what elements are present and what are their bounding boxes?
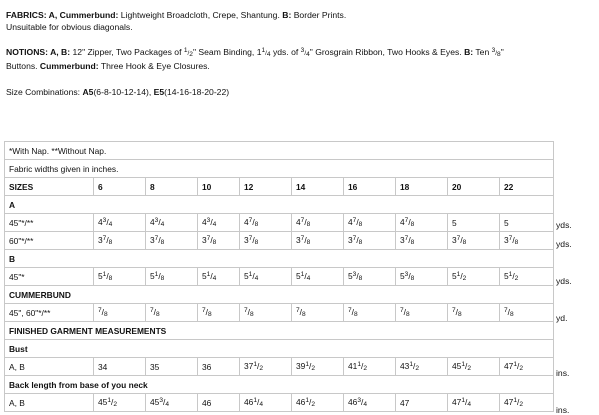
value-cell: $45^1/_2$ xyxy=(94,394,146,412)
section-title-4 xyxy=(5,340,554,358)
value-cell: $^7/_8$ xyxy=(198,304,240,322)
section-title-2-cell: CUMMERBUND xyxy=(5,286,554,304)
size-combo-label: Size Combinations: xyxy=(6,87,81,97)
value-cell: $^7/_8$ xyxy=(292,304,344,322)
sizes-label: SIZES xyxy=(5,178,94,196)
notions-label: NOTIONS: A, B: xyxy=(6,47,71,57)
value-cell: $^7/_8$ xyxy=(94,304,146,322)
value-cell: $4^3/_4$ xyxy=(146,214,198,232)
value-cell: $47^1/_4$ xyxy=(448,394,500,412)
size-header-22: 22 xyxy=(500,178,554,196)
nap-note-row-cell: *With Nap. **Without Nap. xyxy=(5,142,554,160)
value-cell: 36 xyxy=(198,358,240,376)
unit-label: yds. xyxy=(556,220,572,230)
value-cell: $5^1/_2$ xyxy=(448,268,500,286)
value-cell: $3^7/_8$ xyxy=(448,232,500,250)
notions-b-label: B: xyxy=(464,47,474,57)
size-header-14: 14 xyxy=(292,178,344,196)
notions-b-end: " xyxy=(500,47,504,57)
size-header-10: 10 xyxy=(198,178,240,196)
value-cell: $^7/_8$ xyxy=(500,304,554,322)
yardage-table xyxy=(4,141,554,412)
value-cell: 5 xyxy=(500,214,554,232)
unit-label: yds. xyxy=(556,238,572,249)
value-cell: $3^7/_8$ xyxy=(146,232,198,250)
section-title-3-cell: FINISHED GARMENT MEASUREMENTS xyxy=(5,322,554,340)
value-cell: 46 xyxy=(198,394,240,412)
value-cell: 34 xyxy=(94,358,146,376)
value-cell: $46^3/_4$ xyxy=(344,394,396,412)
value-cell: $3^7/_8$ xyxy=(500,232,554,250)
value-cell: $4^7/_8$ xyxy=(344,214,396,232)
value-cell: $5^3/_8$ xyxy=(396,268,448,286)
size-header-8: 8 xyxy=(146,178,198,196)
value-cell: $^7/_8$ xyxy=(240,304,292,322)
notions-frac-2: $^1/_4$ xyxy=(261,47,271,58)
value-cell: $4^7/_8$ xyxy=(240,214,292,232)
unit-label: ins. xyxy=(556,368,570,378)
notions-text-1: 12" Zipper, Two Packages of xyxy=(72,47,182,57)
value-cell: $47^1/_2$ xyxy=(500,358,554,376)
size-combo-e5-sizes: (14-16-18-20-22) xyxy=(164,87,230,97)
value-cell: $43^1/_2$ xyxy=(396,358,448,376)
section-title-0 xyxy=(5,196,554,214)
value-cell: $^7/_8$ xyxy=(344,304,396,322)
value-cell: $45^3/_4$ xyxy=(146,394,198,412)
value-cell: 35 xyxy=(146,358,198,376)
value-cell: $^7/_8$ xyxy=(396,304,448,322)
notions-line xyxy=(6,46,504,60)
cummerbund-label: Cummerbund: xyxy=(39,61,99,71)
buttons-line xyxy=(6,60,210,72)
value-cell: $4^7/_8$ xyxy=(396,214,448,232)
size-header-12: 12 xyxy=(240,178,292,196)
value-cell: $4^3/_4$ xyxy=(198,214,240,232)
unit-label: ins. xyxy=(556,405,570,415)
value-cell: $3^7/_8$ xyxy=(292,232,344,250)
size-header-6: 6 xyxy=(94,178,146,196)
fabrics-b-label: B: xyxy=(282,10,292,20)
value-cell: $5^1/_4$ xyxy=(292,268,344,286)
fabrics-b-text: Border Prints. xyxy=(293,10,347,20)
unsuitable-line xyxy=(6,21,133,33)
widths-note-row xyxy=(5,160,554,178)
unsuitable-text: Unsuitable for obvious diagonals. xyxy=(6,22,133,32)
section-title-1-cell: B xyxy=(5,250,554,268)
size-combinations-line xyxy=(6,86,229,98)
value-cell: $41^1/_2$ xyxy=(344,358,396,376)
value-cell: $46^1/_4$ xyxy=(240,394,292,412)
buttons-text: Buttons. xyxy=(6,61,38,71)
widths-note-row-cell: Fabric widths given in inches. xyxy=(5,160,554,178)
value-cell: $4^3/_4$ xyxy=(94,214,146,232)
value-cell: $46^1/_2$ xyxy=(292,394,344,412)
value-cell: $45^1/_2$ xyxy=(448,358,500,376)
value-cell: $3^7/_8$ xyxy=(94,232,146,250)
value-cell: $^7/_8$ xyxy=(448,304,500,322)
fabrics-label: FABRICS: A, Cummerbund: xyxy=(6,10,119,20)
section-title-1 xyxy=(5,250,554,268)
value-cell: $3^7/_8$ xyxy=(344,232,396,250)
value-cell: $5^3/_8$ xyxy=(344,268,396,286)
nap-note-row xyxy=(5,142,554,160)
value-cell: $5^1/_8$ xyxy=(94,268,146,286)
value-cell: $39^1/_2$ xyxy=(292,358,344,376)
data-row xyxy=(5,232,554,250)
unit-label: yd. xyxy=(556,312,568,323)
size-header-18: 18 xyxy=(396,178,448,196)
notions-frac-4: $^3/_8$ xyxy=(491,47,501,58)
section-title-3 xyxy=(5,322,554,340)
data-row xyxy=(5,304,554,322)
value-cell: 5 xyxy=(448,214,500,232)
notions-b-text: Ten xyxy=(475,47,490,57)
row-label: 45"* xyxy=(5,268,94,286)
data-row xyxy=(5,358,554,376)
value-cell: $5^1/_8$ xyxy=(146,268,198,286)
section-title-5 xyxy=(5,376,554,394)
value-cell: $5^1/_4$ xyxy=(240,268,292,286)
size-combo-e5: E5 xyxy=(153,87,165,97)
value-cell: $4^7/_8$ xyxy=(292,214,344,232)
fabrics-text: Lightweight Broadcloth, Crepe, Shantung. xyxy=(120,10,280,20)
value-cell: $47^1/_2$ xyxy=(500,394,554,412)
notions-frac-3: $^3/_4$ xyxy=(300,47,310,58)
section-title-5-cell: Back length from base of you neck xyxy=(5,376,554,394)
value-cell: $3^7/_8$ xyxy=(396,232,448,250)
row-label: A, B xyxy=(5,394,94,412)
notions-text-2: " Seam Binding, 1 xyxy=(192,47,262,57)
size-header-16: 16 xyxy=(344,178,396,196)
section-title-2 xyxy=(5,286,554,304)
fabrics-line xyxy=(6,9,346,21)
row-label: A, B xyxy=(5,358,94,376)
value-cell: $5^1/_4$ xyxy=(198,268,240,286)
notions-text-4: " Grosgrain Ribbon, Two Hooks & Eyes. xyxy=(309,47,462,57)
notions-text-3: yds. of xyxy=(270,47,299,57)
value-cell: $5^1/_2$ xyxy=(500,268,554,286)
unit-label: yds. xyxy=(556,275,572,286)
section-title-4-cell: Bust xyxy=(5,340,554,358)
size-header-20: 20 xyxy=(448,178,500,196)
size-combo-a5-sizes: (6-8-10-12-14), xyxy=(93,87,152,97)
row-label: 60"*/** xyxy=(5,232,94,250)
value-cell: $37^1/_2$ xyxy=(240,358,292,376)
value-cell: $3^7/_8$ xyxy=(240,232,292,250)
value-cell: $^7/_8$ xyxy=(146,304,198,322)
cummerbund-text: Three Hook & Eye Closures. xyxy=(100,61,210,71)
data-row xyxy=(5,268,554,286)
notions-frac-1: $^1/_2$ xyxy=(183,47,193,58)
data-row xyxy=(5,214,554,232)
size-combo-a5: A5 xyxy=(82,87,94,97)
row-label: 45"*/** xyxy=(5,214,94,232)
value-cell: $3^7/_8$ xyxy=(198,232,240,250)
value-cell: 47 xyxy=(396,394,448,412)
section-title-0-cell: A xyxy=(5,196,554,214)
row-label: 45", 60"*/** xyxy=(5,304,94,322)
sizes-header-row xyxy=(5,178,554,196)
